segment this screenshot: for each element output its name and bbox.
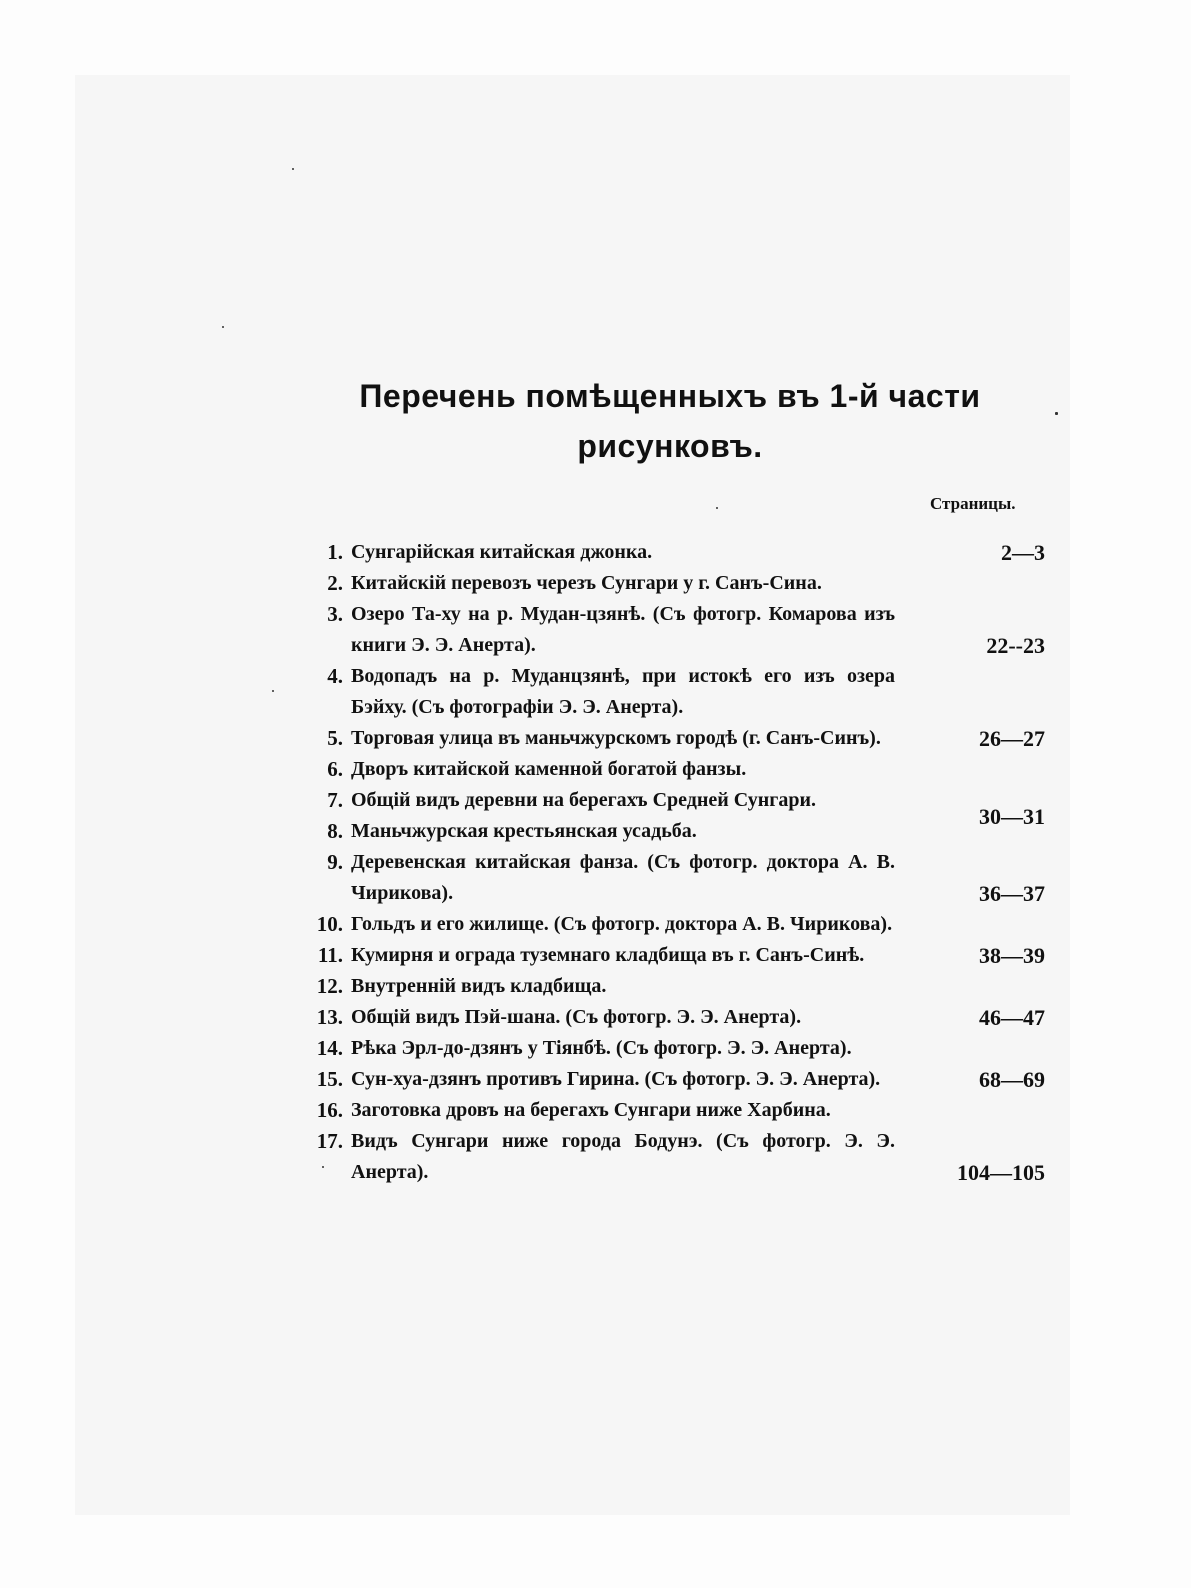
item-title: Внутренній видъ кладбища.	[351, 975, 607, 997]
item-title: Гольдъ и его жилище. (Съ фотогр. доктора А. В. Чирикова).	[351, 913, 893, 935]
item-number: 5.	[327, 726, 343, 750]
list-item	[300, 909, 1045, 940]
print-speck	[1055, 412, 1058, 415]
item-title: Кумирня и ограда туземнаго кладбища въ г. Санъ-Синѣ.	[351, 944, 865, 966]
item-number: 2.	[327, 571, 343, 595]
item-title: Водопадъ на р. Муданцзянѣ, при истокѣ его изъ озера Бэйху. (Съ фотографіи Э. Э. Анерта).	[351, 665, 895, 718]
list-item	[300, 1064, 1045, 1095]
item-number: 13.	[316, 1005, 343, 1029]
item-number: 16.	[316, 1098, 343, 1122]
item-number: 4.	[327, 664, 343, 688]
item-pages: 36—37	[979, 881, 1045, 906]
item-title: Озеро Та-ху на р. Мудан-цзянѣ. (Съ фотогр. Комарова изъ книги Э. Э. Анерта).	[351, 603, 895, 656]
list-item	[300, 1095, 1045, 1126]
item-title: Рѣка Эрл-до-дзянъ у Тіянбѣ. (Съ фотогр. Э. Э. Анерта).	[351, 1037, 852, 1059]
list-item	[300, 537, 1045, 568]
item-title: Общій видъ Пэй-шана. (Съ фотогр. Э. Э. Анерта).	[351, 1006, 802, 1028]
print-speck	[322, 1166, 324, 1168]
list-item	[300, 1126, 1045, 1188]
item-number: 11.	[317, 943, 343, 967]
list-item	[300, 847, 1045, 909]
item-title: Маньчжурская крестьянская усадьба.	[351, 820, 697, 842]
item-number: 14.	[316, 1036, 343, 1060]
list-item	[300, 785, 1045, 816]
list-item	[300, 754, 1045, 785]
page-title: Перечень помѣщенныхъ въ 1-й части	[359, 378, 981, 414]
item-pages: 68—69	[979, 1067, 1045, 1092]
item-number: 17.	[316, 1129, 343, 1153]
group-pages: 30—31	[979, 804, 1045, 829]
list-item	[300, 568, 1045, 599]
item-number: 1.	[327, 540, 343, 564]
item-number: 15.	[316, 1067, 343, 1091]
list-item	[300, 1002, 1045, 1033]
print-speck	[222, 326, 224, 328]
list-item	[300, 661, 1045, 723]
item-title: Сун-хуа-дзянъ противъ Гирина. (Съ фотогр. Э. Э. Анерта).	[351, 1068, 881, 1090]
item-pages: 46—47	[979, 1005, 1045, 1030]
item-number: 3.	[327, 602, 343, 626]
item-title: Торговая улица въ маньчжурскомъ городѣ (г. Санъ-Синъ).	[351, 727, 881, 749]
list-item	[300, 599, 1045, 661]
list-item	[300, 816, 1045, 847]
item-title: Заготовка дровъ на берегахъ Сунгари ниже Харбина.	[351, 1099, 831, 1121]
item-title: Видъ Сунгари ниже города Бодунэ. (Съ фотогр. Э. Э. Анерта).	[351, 1130, 895, 1183]
pages-column-header: Страницы.	[930, 494, 1016, 513]
list-item	[300, 940, 1045, 971]
item-number: 6.	[327, 757, 343, 781]
item-title: Общій видъ деревни на берегахъ Средней Сунгари.	[351, 789, 816, 811]
item-title: Сунгарійская китайская джонка.	[351, 541, 653, 563]
page-title-continued: рисунковъ.	[577, 428, 763, 464]
item-number: 8.	[327, 819, 343, 843]
item-pages: 104—105	[957, 1160, 1045, 1185]
item-pages: 22--23	[986, 633, 1045, 658]
print-speck	[272, 690, 274, 692]
item-pages: 38—39	[979, 943, 1045, 968]
print-speck	[292, 168, 294, 170]
item-number: 10.	[316, 912, 343, 936]
item-number: 9.	[327, 850, 343, 874]
item-number: 12.	[316, 974, 343, 998]
item-pages: 2—3	[1001, 540, 1045, 565]
illustrations-list	[300, 537, 1045, 1188]
grouped-items	[300, 785, 1045, 847]
list-item	[300, 1033, 1045, 1064]
list-item	[300, 971, 1045, 1002]
list-item	[300, 723, 1045, 754]
print-speck	[716, 507, 718, 509]
item-title: Дворъ китайской каменной богатой фанзы.	[351, 758, 747, 780]
item-title: Деревенская китайская фанза. (Съ фотогр. доктора А. В. Чирикова).	[351, 851, 895, 904]
item-title: Китайскій перевозъ черезъ Сунгари у г. Санъ-Сина.	[351, 572, 822, 594]
item-number: 7.	[327, 788, 343, 812]
item-pages: 26—27	[979, 726, 1045, 751]
